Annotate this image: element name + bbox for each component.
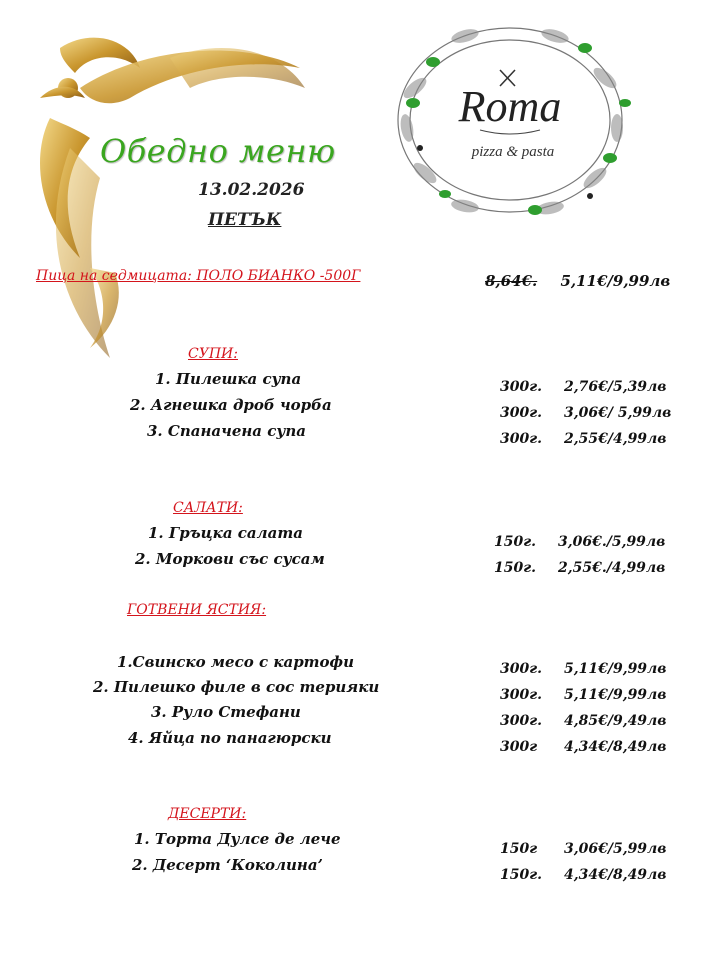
- menu-date: 13.02.2026: [198, 180, 305, 200]
- menu-day: ПЕТЪК: [208, 210, 282, 230]
- menu-item: 1.Свинско месо с картофи: [117, 653, 354, 671]
- menu-item-price: [500, 379, 667, 395]
- menu-item-cost: 2,55€/4,99лв: [564, 431, 667, 447]
- menu-title: Обедно меню: [100, 132, 336, 170]
- svg-text:pizza & pasta: pizza & pasta: [471, 144, 555, 160]
- featured-new-price: 5,11€/9,99лв: [560, 272, 671, 290]
- section-heading-cooked-dishes: ГОТВЕНИ ЯСТИЯ:: [127, 602, 267, 618]
- menu-item: 1. Гръцка салата: [148, 524, 303, 542]
- menu-item-cost: 4,34€/8,49лв: [564, 739, 667, 755]
- menu-item-cost: 5,11€/9,99лв: [564, 661, 667, 677]
- featured-pizza-price: [485, 272, 670, 290]
- menu-item-cost: 2,76€/5,39лв: [564, 379, 667, 395]
- menu-item-weight: 300г.: [500, 687, 542, 703]
- menu-item-cost: 3,06€/5,99лв: [564, 841, 667, 857]
- menu-item-price: [500, 405, 671, 421]
- featured-pizza-label: Пица на седмицата: ПОЛО БИАНКО -500Г: [36, 268, 361, 284]
- menu-item-weight: 300г.: [500, 713, 542, 729]
- menu-item: 1. Пилешка супа: [155, 370, 302, 388]
- menu-item: 2. Десерт ‘Коколина’: [132, 856, 323, 874]
- section-heading-salads: САЛАТИ:: [173, 500, 243, 516]
- roma-logo: [385, 18, 635, 223]
- menu-item-cost: 3,06€/ 5,99лв: [564, 405, 672, 421]
- menu-item-weight: 300г.: [500, 661, 542, 677]
- olive-wreath-icon: [385, 18, 635, 223]
- menu-item-weight: 300г.: [500, 431, 542, 447]
- menu-item: 2. Пилешко филе в сос терияки: [93, 678, 380, 696]
- menu-item-cost: 5,11€/9,99лв: [564, 687, 667, 703]
- svg-text:Roma: Roma: [458, 82, 562, 131]
- menu-item-weight: 150г: [500, 841, 538, 857]
- menu-item-price: [500, 713, 667, 729]
- menu-item-weight: 300г: [500, 739, 538, 755]
- menu-item-cost: 4,34€/8,49лв: [564, 867, 667, 883]
- menu-item: 1. Торта Дулсе де лече: [134, 830, 341, 848]
- menu-item-price: [500, 687, 667, 703]
- menu-item-price: [500, 867, 667, 883]
- menu-item: 2. Моркови със сусам: [135, 550, 325, 568]
- menu-item-cost: 2,55€./4,99лв: [558, 560, 666, 576]
- menu-item-price: [494, 560, 665, 576]
- menu-item-price: [500, 841, 667, 857]
- section-heading-desserts: ДЕСЕРТИ:: [168, 806, 247, 822]
- menu-item-weight: 150г.: [494, 560, 536, 576]
- menu-item: 3. Руло Стефани: [151, 703, 301, 721]
- menu-item-weight: 150г.: [500, 867, 542, 883]
- menu-item-price: [500, 661, 667, 677]
- section-heading-soups: СУПИ:: [188, 346, 238, 362]
- menu-item-weight: 150г.: [494, 534, 536, 550]
- menu-item: 4. Яйца по панагюрски: [128, 729, 332, 747]
- featured-old-price: 8,64€.: [485, 272, 538, 290]
- menu-item-price: [500, 739, 667, 755]
- menu-item-cost: 4,85€/9,49лв: [564, 713, 667, 729]
- menu-item-cost: 3,06€./5,99лв: [558, 534, 666, 550]
- menu-item-price: [494, 534, 665, 550]
- menu-item-weight: 300г.: [500, 405, 542, 421]
- menu-item-price: [500, 431, 667, 447]
- menu-item: 2. Агнешка дроб чорба: [130, 396, 332, 414]
- menu-item: 3. Спаначена супа: [147, 422, 306, 440]
- menu-item-weight: 300г.: [500, 379, 542, 395]
